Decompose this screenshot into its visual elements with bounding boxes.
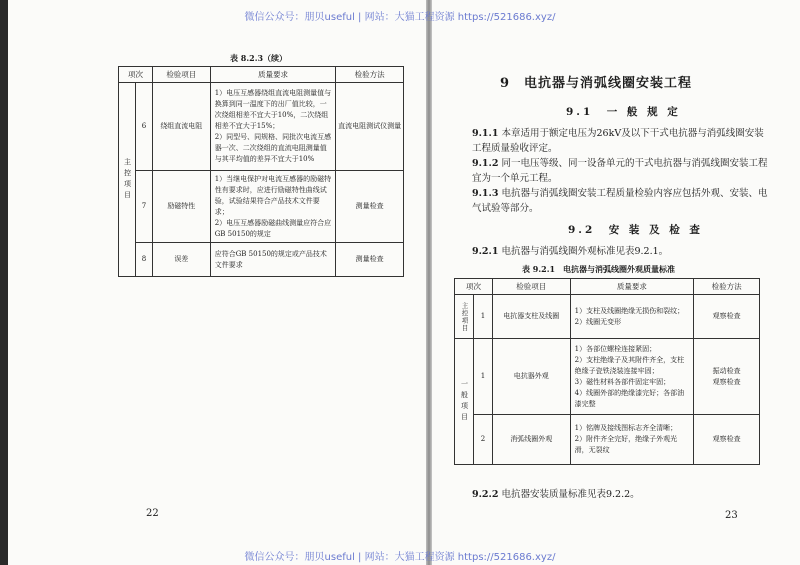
req-line: 应符合GB 50150的规定或产品技术文件要求 bbox=[214, 249, 327, 269]
row-method: 观察检查 bbox=[694, 415, 760, 465]
clause-text: 同一电压等级、同一设备单元的干式电抗器与消弧线圈安装工程宜为一个单元工程。 bbox=[472, 158, 768, 184]
page-number-left: 22 bbox=[146, 508, 159, 519]
row-req bbox=[210, 243, 336, 277]
clause-9-1-1 bbox=[472, 126, 772, 156]
watermark-bottom: 微信公众号：朋贝useful | 网站：大猫工程资源 https://521686.xyz/ bbox=[244, 552, 556, 563]
book-spine bbox=[426, 0, 432, 565]
clause-9-1-2 bbox=[472, 156, 772, 186]
section-heading-9-2: 9.2 安 装 及 检 查 bbox=[568, 224, 703, 236]
inspection-table-left bbox=[118, 66, 404, 277]
row-no: 8 bbox=[135, 243, 152, 277]
req-line: 2）电压互感器励磁曲线测量应符合应GB 50150的规定 bbox=[214, 218, 332, 238]
clause-no: 9.1.2 bbox=[472, 158, 499, 169]
clause-9-1-3 bbox=[472, 186, 772, 216]
table-row bbox=[455, 339, 760, 415]
table-caption-left: 表 8.2.3（续） bbox=[230, 53, 288, 63]
group-label-general: 一般项目 bbox=[455, 339, 474, 465]
req-line: 3）磁性材料各部件固定牢固； bbox=[574, 377, 671, 386]
row-req bbox=[570, 415, 694, 465]
appearance-table-right bbox=[454, 278, 760, 465]
group-label-main: 主控项目 bbox=[455, 295, 474, 339]
req-line: 2）附件齐全完好，绝缘子外观光滑，无裂纹 bbox=[574, 435, 678, 454]
header-item: 检验项目 bbox=[492, 279, 570, 295]
header-item: 检验项目 bbox=[152, 67, 210, 83]
req-line: 1）电压互感器绕组直流电阻测量值与换算到同一温度下的出厂值比较，一次绕组相差不宜大于10%，二次绕组相差不宜大于15%； bbox=[214, 89, 332, 130]
clause-no: 9.1.1 bbox=[472, 128, 499, 139]
chapter-title: 9 电抗器与消弧线圈安装工程 bbox=[500, 76, 693, 91]
row-item: 误差 bbox=[152, 243, 210, 277]
clause-no: 9.2.2 bbox=[472, 489, 499, 500]
row-req bbox=[570, 339, 694, 415]
row-method: 观察检查 bbox=[694, 295, 760, 339]
row-item: 电抗器支柱及线圈 bbox=[492, 295, 570, 339]
row-item: 电抗器外观 bbox=[492, 339, 570, 415]
row-item: 绕组直流电阻 bbox=[152, 83, 210, 171]
row-no: 1 bbox=[473, 295, 492, 339]
clause-9-2-2 bbox=[472, 487, 772, 502]
clause-9-2-1 bbox=[472, 244, 772, 259]
header-method: 检验方法 bbox=[694, 279, 760, 295]
table-row bbox=[119, 171, 404, 243]
clause-no: 9.2.1 bbox=[472, 246, 499, 257]
group-label: 主控项目 bbox=[119, 83, 136, 277]
page-number-right: 23 bbox=[725, 510, 738, 521]
req-line: 2）支柱绝缘子及其附件齐全，支柱绝缘子瓷铁浇装连接牢固； bbox=[574, 355, 685, 375]
table-header-row bbox=[119, 67, 404, 83]
table-row bbox=[455, 415, 760, 465]
table-caption-right: 表 9.2.1 电抗器与消弧线圈外观质量标准 bbox=[522, 264, 676, 274]
table-row bbox=[119, 243, 404, 277]
req-line: 4）线圈外部的绝缘漆完好；各部油漆完整 bbox=[574, 388, 685, 408]
row-req bbox=[210, 83, 336, 171]
clause-text: 本章适用于额定电压为26kV及以下干式电抗器与消弧线圈安装工程质量验收评定。 bbox=[472, 128, 764, 154]
row-req bbox=[570, 295, 694, 339]
header-method: 检验方法 bbox=[336, 67, 404, 83]
header-req: 质量要求 bbox=[570, 279, 694, 295]
row-method: 直流电阻测试仪测量 bbox=[336, 83, 404, 171]
header-req: 质量要求 bbox=[210, 67, 336, 83]
row-item: 消弧线圈外观 bbox=[492, 415, 570, 465]
row-method: 测量检查 bbox=[336, 243, 404, 277]
row-no: 1 bbox=[473, 339, 492, 415]
req-line: 1）支柱及线圈绝缘无损伤和裂纹； bbox=[574, 306, 685, 315]
req-line: 1）各部位螺栓连接紧固； bbox=[574, 344, 657, 353]
header-no: 项次 bbox=[119, 67, 153, 83]
clause-text: 电抗器与消弧线圈安装工程质量检验内容应包括外观、安装、电气试验等部分。 bbox=[472, 188, 768, 214]
table-header-row bbox=[455, 279, 760, 295]
req-line: 2）同型号、同规格、同批次电流互感器一次、二次绕组的直流电阻测量值与其平均值的差异不宜大于10% bbox=[214, 133, 332, 163]
row-method: 振动检查 观察检查 bbox=[694, 339, 760, 415]
clause-text: 电抗器与消弧线圈外观标准见表9.2.1。 bbox=[501, 246, 669, 257]
header-no: 项次 bbox=[455, 279, 493, 295]
row-method: 测量检查 bbox=[336, 171, 404, 243]
section-heading-9-1: 9.1 一 般 规 定 bbox=[566, 106, 681, 118]
row-no: 2 bbox=[473, 415, 492, 465]
clause-no: 9.1.3 bbox=[472, 188, 499, 199]
req-line: 2）线圈无变形 bbox=[574, 317, 622, 326]
row-no: 7 bbox=[135, 171, 152, 243]
row-req bbox=[210, 171, 336, 243]
table-row bbox=[119, 83, 404, 171]
clause-text: 电抗器安装质量标准见表9.2.2。 bbox=[501, 489, 640, 500]
row-item: 励磁特性 bbox=[152, 171, 210, 243]
req-line: 1）铭牌及接线图标志齐全清晰； bbox=[574, 424, 678, 432]
req-line: 1）当继电保护对电流互感器的励磁特性有要求时，应进行励磁特性曲线试验，试验结果符合产品技术文件要求； bbox=[214, 174, 332, 216]
watermark-top: 微信公众号：朋贝useful | 网站：大猫工程资源 https://521686.xyz/ bbox=[244, 12, 556, 23]
table-row bbox=[455, 295, 760, 339]
row-no: 6 bbox=[135, 83, 152, 171]
